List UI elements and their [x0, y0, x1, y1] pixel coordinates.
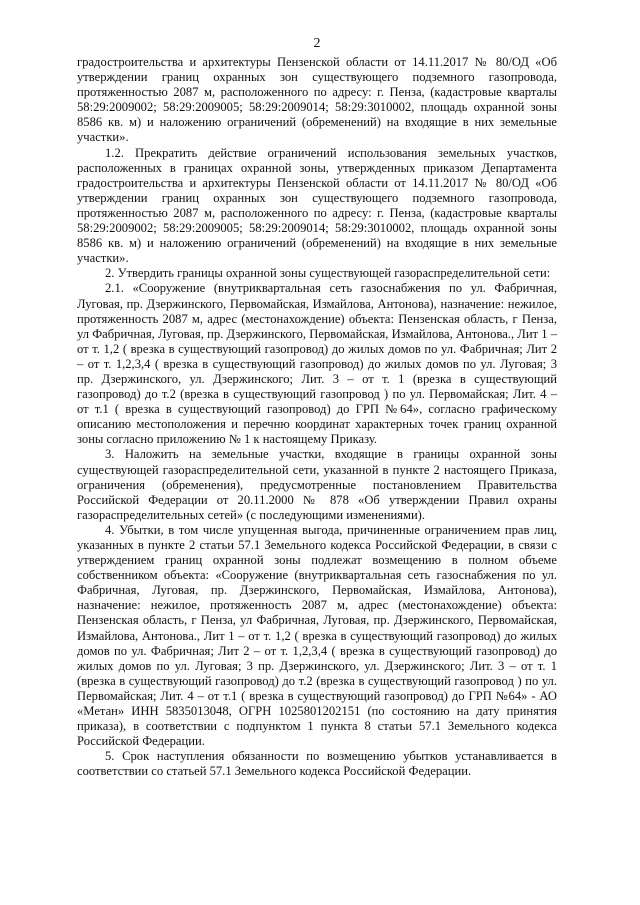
paragraph-continuation: градостроительства и архитектуры Пензенской области от 14.11.2017 № 80/ОД «Об утверждении границ охранных зон существующего подземного газопровода, протяженностью 2087 м, расположенного по адресу: г. Пенза, (кадастровые кварталы 58:29:2009002; 58:29:2009005; 58:29:2009014; 58:29:3010002, площадь охранной зоны 8586 кв. м) и наложению ограничений (обременений) на входящие в них земельные участки». [77, 55, 557, 145]
paragraph-2-1: 2.1. «Сооружение (внутриквартальная сеть газоснабжения по ул. Фабричная, Луговая, пр. Дзержинского, Первомайская, Измайлова, Антонова), назначение: нежилое, протяженность 2087 м, адрес (местонахождение) объекта: Пензенская область, г Пенза, ул Фабричная, Луговая, пр. Дзержинского, Первомайская, Измайлова, Антонова., Лит 1 – от т. 1,2 ( врезка в существующий газопровод) до жилых домов по ул. Фабричная; Лит 2 – от т. 1,2,3,4 ( врезка в существующий газопровод) до жилых домов по ул. Луговая; 3 пр. Дзержинского, ул. Дзержинского; Лит. 3 – от т. 1 (врезка в существующий газопровод) до т.2 (врезка в существующий газопровод ) по ул. Первомайская; Лит. 4 – от т.1 ( врезка в существующий газопровод) до ГРП №64», согласно графическому описанию местоположения и перечню координат характерных точек границ охранной зоны согласно приложению № 1 к настоящему Приказу. [77, 281, 557, 447]
paragraph-1-2: 1.2. Прекратить действие ограничений использования земельных участков, расположенных в границах охранной зоны, утвержденных приказом Департамента градостроительства и архитектуры Пензенской области от 14.11.2017 № 80/ОД «Об утверждении границ охранных зон существующего подземного газопровода, протяженностью 2087 м, расположенного по адресу: г. Пенза, (кадастровые кварталы 58:29:2009002; 58:29:2009005; 58:29:2009014; 58:29:3010002, площадь охранной зоны 8586 кв. м) и наложению ограничений (обременений) на входящие в них земельные участки». [77, 145, 557, 266]
paragraph-5: 5. Срок наступления обязанности по возмещению убытков устанавливается в соответствии со статьей 57.1 Земельного кодекса Российской Федерации. [77, 749, 557, 779]
paragraph-3: 3. Наложить на земельные участки, входящие в границы охранной зоны существующей газораспределительной сети, указанной в пункте 2 настоящего Приказа, ограничения (обременения), предусмотренные постановлением Правительства Российской Федерации от 20.11.2000 № 878 «Об утверждении Правил охраны газораспределительных сетей» (с последующими изменениями). [77, 447, 557, 522]
paragraph-2: 2. Утвердить границы охранной зоны существующей газораспределительной сети: [105, 266, 551, 281]
paragraph-4: 4. Убытки, в том числе упущенная выгода, причиненные ограничением прав лиц, указанных в пункте 2 статьи 57.1 Земельного кодекса Российской Федерации, в связи с утверждением границ охранной зоны подлежат возмещению в полном объеме собственником объекта: «Сооружение (внутриквартальная сеть газоснабжения по ул. Фабричная, Луговая, пр. Дзержинского, Первомайская, Измайлова, Антонова), назначение: нежилое, протяженность 2087 м, адрес (местонахождение) объекта: Пензенская область, г Пенза, ул Фабричная, Луговая, пр. Дзержинского, Первомайская, Измайлова, Антонова., Лит 1 – от т. 1,2 ( врезка в существующий газопровод) до жилых домов по ул. Фабричная; Лит 2 – от т. 1,2,3,4 ( врезка в существующий газопровод) до жилых домов по ул. Луговая; 3 пр. Дзержинского, ул. Дзержинского; Лит. 3 – от т. 1 (врезка в существующий газопровод) до т.2 (врезка в существующий газопровод ) по ул. Первомайская; Лит. 4 – от т.1 ( врезка в существующий газопровод) до ГРП №64» - АО «Метан» ИНН 5835013048, ОГРН 1025801202151 (по состоянию на дату принятия приказа), в соответствии с подпунктом 1 пункта 8 статьи 57.1 Земельного кодекса Российской Федерации. [77, 522, 557, 749]
page-number: 2 [313, 36, 321, 51]
